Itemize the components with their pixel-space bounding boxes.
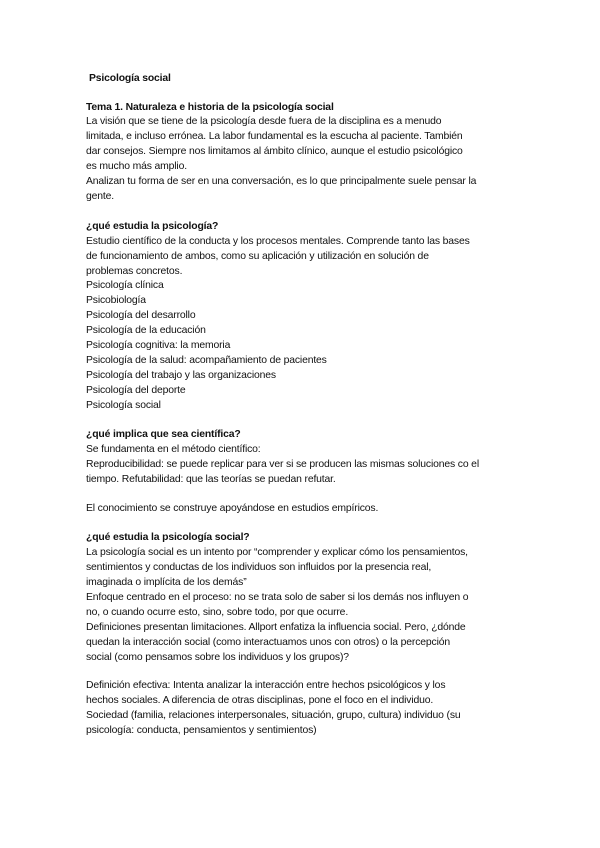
paragraph-line: Enfoque centrado en el proceso: no se trata solo de saber si los demás nos influyen o [86, 592, 469, 603]
paragraph-line: problemas concretos. [86, 266, 183, 277]
paragraph-line: de funcionamiento de ambos, como su aplicación y utilización en solución de [86, 251, 429, 262]
paragraph-line: dar consejos. Siempre nos limitamos al ámbito clínico, aunque el estudio psicológico [86, 146, 463, 157]
list-item: Psicología clínica [86, 280, 164, 291]
paragraph-line: El conocimiento se construye apoyándose en estudios empíricos. [86, 503, 379, 514]
paragraph-line: sentimientos y conductas de los individuos son influidos por la presencia real, [86, 562, 432, 573]
list-item: Psicología del deporte [86, 385, 186, 396]
paragraph-line: quedan la interacción social (como interactuamos unos con otros) o la percepción [86, 637, 451, 648]
section4-heading: ¿qué estudia la psicología social? [86, 532, 250, 543]
list-item: Psicología cognitiva: la memoria [86, 340, 231, 351]
document-title: Psicología social [89, 73, 171, 84]
section3-heading: ¿qué implica que sea científica? [86, 429, 241, 440]
paragraph-line: tiempo. Refutabilidad: que las teorías se puedan refutar. [86, 474, 336, 485]
paragraph-line: Definiciones presentan limitaciones. Allport enfatiza la influencia social. Pero, ¿dónde [86, 622, 466, 633]
paragraph-line: Reproducibilidad: se puede replicar para ver si se producen las mismas soluciones co el [86, 459, 479, 470]
paragraph-line: La visión que se tiene de la psicología desde fuera de la disciplina es a menudo [86, 116, 442, 127]
list-item: Psicología del trabajo y las organizaciones [86, 370, 276, 381]
paragraph-line: limitada, e incluso errónea. La labor fundamental es la escucha al paciente. También [86, 131, 463, 142]
section2-heading: ¿qué estudia la psicología? [86, 221, 219, 232]
paragraph-line: psicología: conducta, pensamientos y sentimientos) [86, 725, 317, 736]
paragraph-line: no, o cuando ocurre esto, sino, sobre todo, por que ocurre. [86, 607, 349, 618]
paragraph-line: Se fundamenta en el método científico: [86, 444, 261, 455]
paragraph-line: Sociedad (familia, relaciones interpersonales, situación, grupo, cultura) individuo (su [86, 710, 461, 721]
paragraph-line: Definición efectiva: Intenta analizar la interacción entre hechos psicológicos y los [86, 680, 446, 691]
paragraph-line: Analizan tu forma de ser en una conversación, es lo que principalmente suele pensar la [86, 176, 477, 187]
paragraph-line: gente. [86, 191, 114, 202]
list-item: Psicología del desarrollo [86, 310, 196, 321]
section1-heading: Tema 1. Naturaleza e historia de la psicología social [86, 102, 334, 113]
paragraph-line: hechos sociales. A diferencia de otras disciplinas, pone el foco en el individuo. [86, 695, 434, 706]
list-item: Psicobiología [86, 295, 146, 306]
list-item: Psicología de la educación [86, 325, 206, 336]
list-item: Psicología social [86, 400, 161, 411]
paragraph-line: La psicología social es un intento por “comprender y explicar cómo los pensamientos, [86, 547, 468, 558]
paragraph-line: imaginada o implícita de los demás” [86, 577, 247, 588]
paragraph-line: es mucho más amplio. [86, 161, 187, 172]
paragraph-line: social (como pensamos sobre los individuos y los grupos)? [86, 652, 349, 663]
paragraph-line: Estudio científico de la conducta y los procesos mentales. Comprende tanto las bases [86, 236, 470, 247]
list-item: Psicología de la salud: acompañamiento de pacientes [86, 355, 327, 366]
